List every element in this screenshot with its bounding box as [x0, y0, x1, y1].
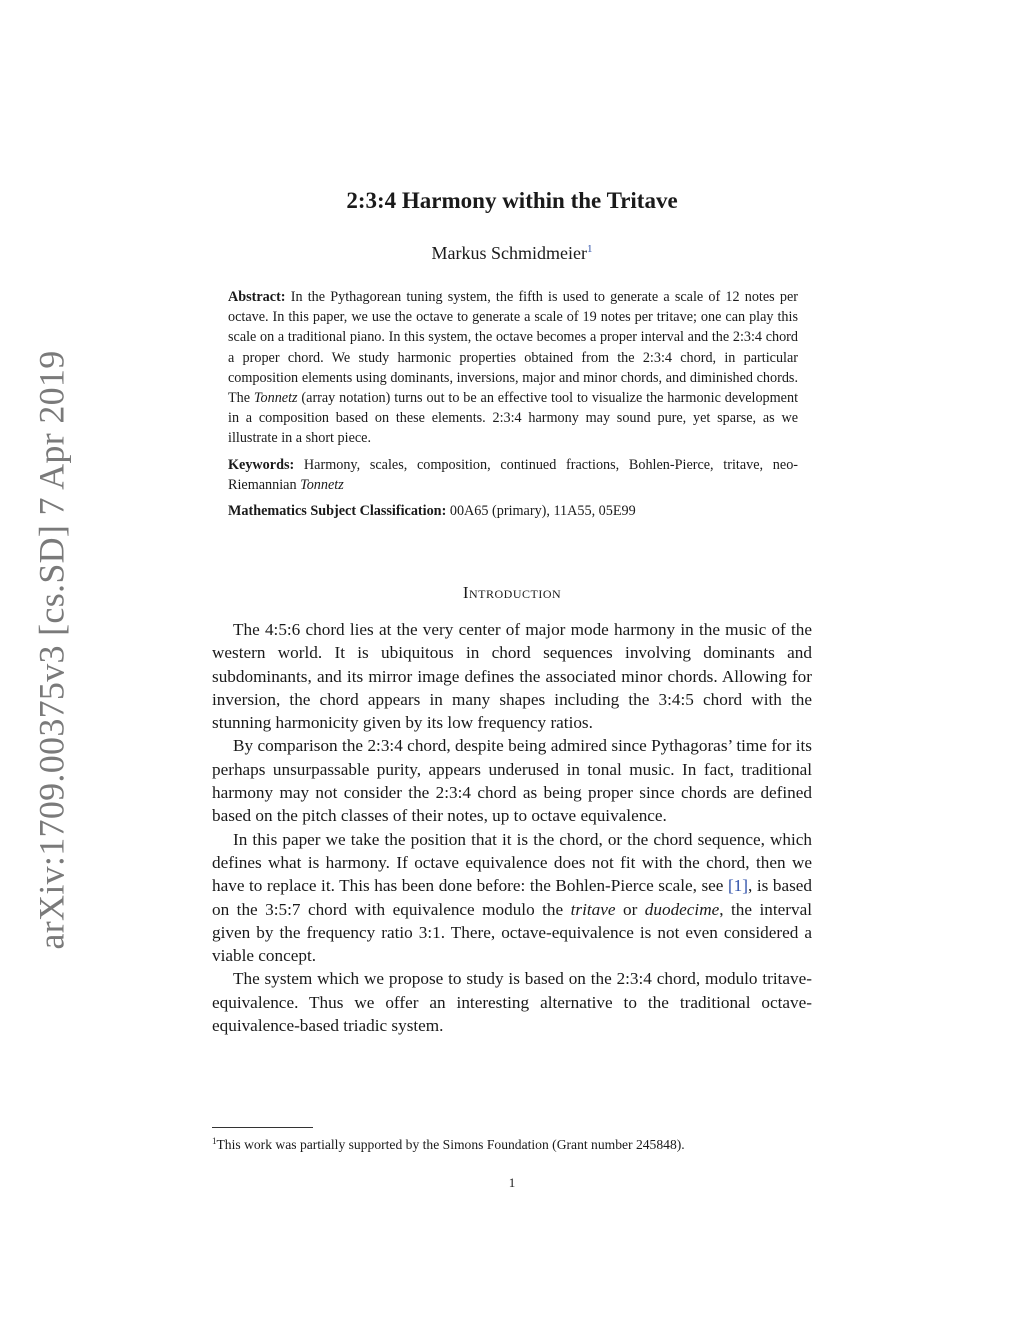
msc-text: 00A65 (primary), 11A55, 05E99 [449, 503, 636, 520]
author-name: Markus Schmidmeier [431, 243, 587, 263]
paragraph-3-text-d: , the interval given by the frequency ratio 3:1. There, octave-equivalence is not even considered a viable concept. [212, 899, 812, 966]
abstract [228, 287, 798, 449]
page-number: 1 [508, 1175, 516, 1190]
term-tritave: tritave [570, 899, 616, 919]
section-heading-introduction: Introduction [462, 583, 562, 602]
paragraph-3 [212, 828, 812, 968]
introduction-body [212, 618, 812, 1037]
abstract-text: In the Pythagorean tuning system, the fifth is used to generate a scale of 12 notes per octave. In this paper, we use the octave to generate a scale of 19 notes per tritave; one can play this scale on a traditional piano. In this system, the octave becomes a proper interval and the 2:3:4 chord a proper chord. We study harmonic properties obtained from the 2:3:4 chord, in particular composition elements using dominants, inversions, major and minor chords, and diminished chords. The [228, 289, 798, 407]
footnote-mark: 1 [212, 1136, 217, 1146]
keywords-label: Keywords: [228, 456, 295, 473]
paragraph-2: By comparison the 2:3:4 chord, despite being admired since Pythagoras’ time for its perhaps unsurpassable purity, appears underused in tonal music. In fact, traditional harmony may not consider the 2:3:4 chord as being proper since chords are defined based on the pitch classes of their notes, up to octave equivalence. [212, 736, 812, 826]
footnote [212, 1132, 812, 1155]
msc-label: Mathematics Subject Classification: [228, 503, 447, 520]
keywords [228, 455, 798, 495]
author-footnote-mark[interactable]: 1 [586, 243, 593, 255]
paragraph-4: The system which we propose to study is based on the 2:3:4 chord, modulo tritave-equivalence. Thus we offer an interesting alternative to the traditional octave-equivalence-based triadic system. [212, 969, 812, 1036]
term-duodecime: duodecime [644, 899, 720, 919]
paragraph-3-text-b: , is based on the 3:5:7 chord with equivalence modulo the [212, 876, 812, 919]
footnote-text: This work was partially supported by the Simons Foundation (Grant number 245848). [216, 1137, 685, 1152]
abstract-block [228, 287, 798, 527]
paragraph-3-text-a: In this paper we take the position that it is the chord, or the chord sequence, which defines what is harmony. If octave equivalence does not fit with the chord, then we have to replace it. This has been done before: the Bohlen-Pierce scale, see [212, 829, 812, 896]
author-line [212, 243, 812, 264]
keywords-italic-term: Tonnetz [300, 476, 344, 493]
paragraph-1: The 4:5:6 chord lies at the very center of major mode harmony in the music of the western world. It is ubiquitous in chord sequences involving dominants and subdominants, and its mirror image defines the associated minor chords. Allowing for inversion, the chord appears in many shapes including the 3:4:5 chord with the stunning harmonicity given by its low frequency ratios. [212, 620, 812, 733]
msc-classification [228, 501, 798, 521]
citation-link[interactable]: [1] [727, 876, 748, 896]
paper-title: 2:3:4 Harmony within the Tritave [346, 188, 678, 213]
abstract-italic-term: Tonnetz [253, 390, 298, 407]
abstract-text-after: (array notation) turns out to be an effective tool to visualize the harmonic development in a composition based on these elements. 2:3:4 harmony may sound pure, yet sparse, as we illustrate in a short piece. [228, 390, 799, 447]
keywords-text: Harmony, scales, composition, continued fractions, Bohlen-Pierce, tritave, neo-Riemannian [228, 456, 799, 493]
abstract-label: Abstract: [228, 289, 286, 305]
footnote-divider [212, 1127, 313, 1128]
arxiv-identifier-stamp [22, 350, 82, 950]
paragraph-3-text-c: or [615, 899, 645, 919]
arxiv-identifier: arXiv:1709.00375v3 [cs.SD] 7 Apr 2019 [32, 350, 72, 950]
